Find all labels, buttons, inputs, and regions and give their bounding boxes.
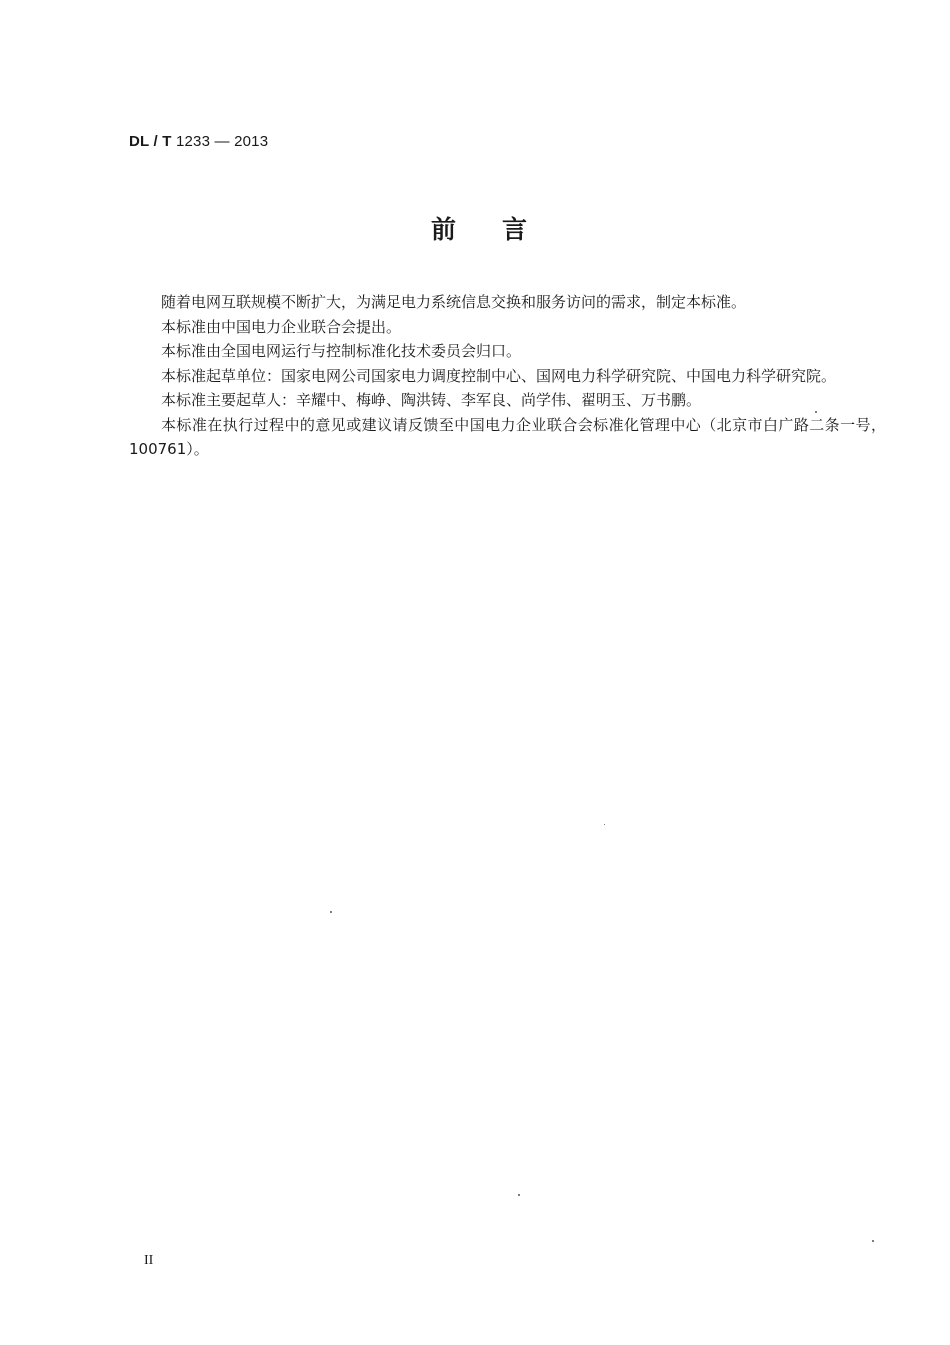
scan-speck — [604, 824, 605, 825]
scan-speck — [872, 1240, 874, 1242]
paragraph-feedback: 本标准在执行过程中的意见或建议请反馈至中国电力企业联合会标准化管理中心（北京市白广路二条一号，100761）。 — [129, 415, 886, 458]
page-number: II — [144, 1253, 154, 1268]
paragraph-drafting-units: 本标准起草单位：国家电网公司国家电力调度控制中心、国网电力科学研究院、中国电力科学研究院。 — [161, 366, 837, 385]
paragraph-purpose: 随着电网互联规模不断扩大，为满足电力系统信息交换和服务访问的需求，制定本标准。 — [161, 293, 747, 311]
paragraph-drafters: 本标准主要起草人：辛耀中、梅峥、陶洪铸、李军良、尚学伟、翟明玉、万书鹏。 — [161, 391, 702, 409]
standard-code — [129, 133, 268, 150]
scan-speck — [330, 911, 332, 913]
scan-speck — [518, 1194, 520, 1196]
paragraph-centralized: 本标准由全国电网运行与控制标准化技术委员会归口。 — [161, 342, 522, 360]
standard-code-number: 1233 — 2013 — [175, 133, 269, 150]
scan-speck — [815, 411, 817, 413]
paragraph-proposer: 本标准由中国电力企业联合会提出。 — [161, 317, 402, 336]
page-title: 前言 — [430, 215, 573, 244]
foreword-body — [129, 290, 886, 462]
standard-code-prefix: DL / T — [129, 133, 172, 150]
